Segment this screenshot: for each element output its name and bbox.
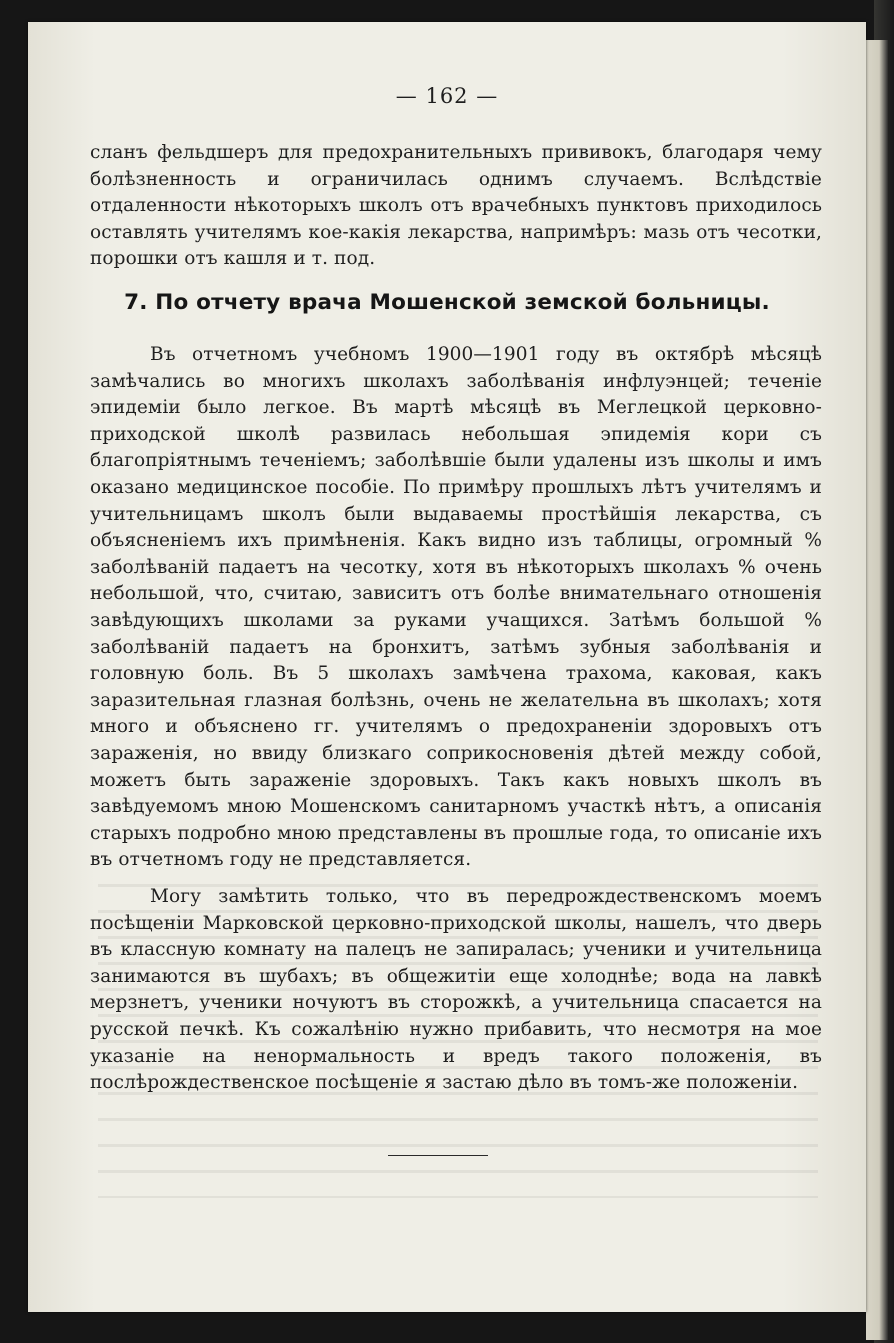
page-number: — 162 —: [395, 84, 499, 108]
paragraph-top: сланъ фельдшеръ для предохранительныхъ прививокъ, благодаря чему болѣзненность и ограничилась однимъ случаемъ. Вслѣдствіе отдаленности нѣкоторыхъ школъ отъ врачебныхъ пунктовъ приходилось оставлять учителямъ кое-какія лекарства, напримѣръ: мазь отъ чесотки, порошки отъ кашля и т. под.: [90, 142, 822, 270]
end-rule: [388, 1155, 488, 1156]
document-page: [28, 22, 866, 1312]
next-page-edge: [866, 40, 888, 1340]
paragraph-main: Въ отчетномъ учебномъ 1900—1901 году въ октябрѣ мѣсяцѣ замѣчались во многихъ школахъ заболѣванія инфлуэнцей; теченіе эпидеміи было легкое. Въ мартѣ мѣсяцѣ въ Меглецкой церковно-приходской школѣ развилась небольшая эпидемія кори съ благопріятнымъ теченіемъ; заболѣвшіе были удалены изъ школы и имъ оказано медицинское пособіе. По примѣру прошлыхъ лѣтъ учителямъ и учительницамъ школъ были выдаваемы простѣйшія лекарства, съ объясненіемъ ихъ примѣненія. Какъ видно изъ таблицы, огромный % заболѣваній падаетъ на чесотку, хотя въ нѣкоторыхъ школахъ % очень небольшой, что, считаю, зависитъ отъ болѣе внимательнаго отношенія завѣдующихъ школами за руками учащихся. Затѣмъ большой % заболѣваній падаетъ на бронхитъ, затѣмъ зубныя заболѣванія и головную боль. Въ 5 школахъ замѣчена трахома, каковая, какъ заразительная глазная болѣзнь, очень не желательна въ школахъ; хотя много и объяснено гг. учителямъ о предохраненіи здоровыхъ отъ зараженія, но ввиду близкаго соприкосновенія дѣтей между собой, можетъ быть зараженіе здоровыхъ. Такъ какъ новыхъ школъ въ завѣдуемомъ мною Мошенскомъ санитарномъ участкѣ нѣтъ, а описанія старыхъ подробно мною представлены въ прошлые года, то описаніе ихъ въ отчетномъ году не представляется.: [90, 344, 822, 871]
paragraph-last: Могу замѣтить только, что въ передрождественскомъ моемъ посѣщеніи Марковской церковно-приходской школы, нашелъ, что дверь въ классную комнату на палецъ не запиралась; ученики и учительница занимаются въ шубахъ; въ общежитіи еще холоднѣе; вода на лавкѣ мерзнетъ, ученики ночуютъ въ сторожкѣ, а учительница спасается на русской печкѣ. Къ сожалѣнію нужно прибавить, что несмотря на мое указаніе на ненормальность и вредъ такого положенія, въ послѣрождественское посѣщеніе я застаю дѣло въ томъ-же положеніи.: [90, 886, 822, 1094]
section-heading: 7. По отчету врача Мошенской земской больницы.: [124, 290, 770, 315]
